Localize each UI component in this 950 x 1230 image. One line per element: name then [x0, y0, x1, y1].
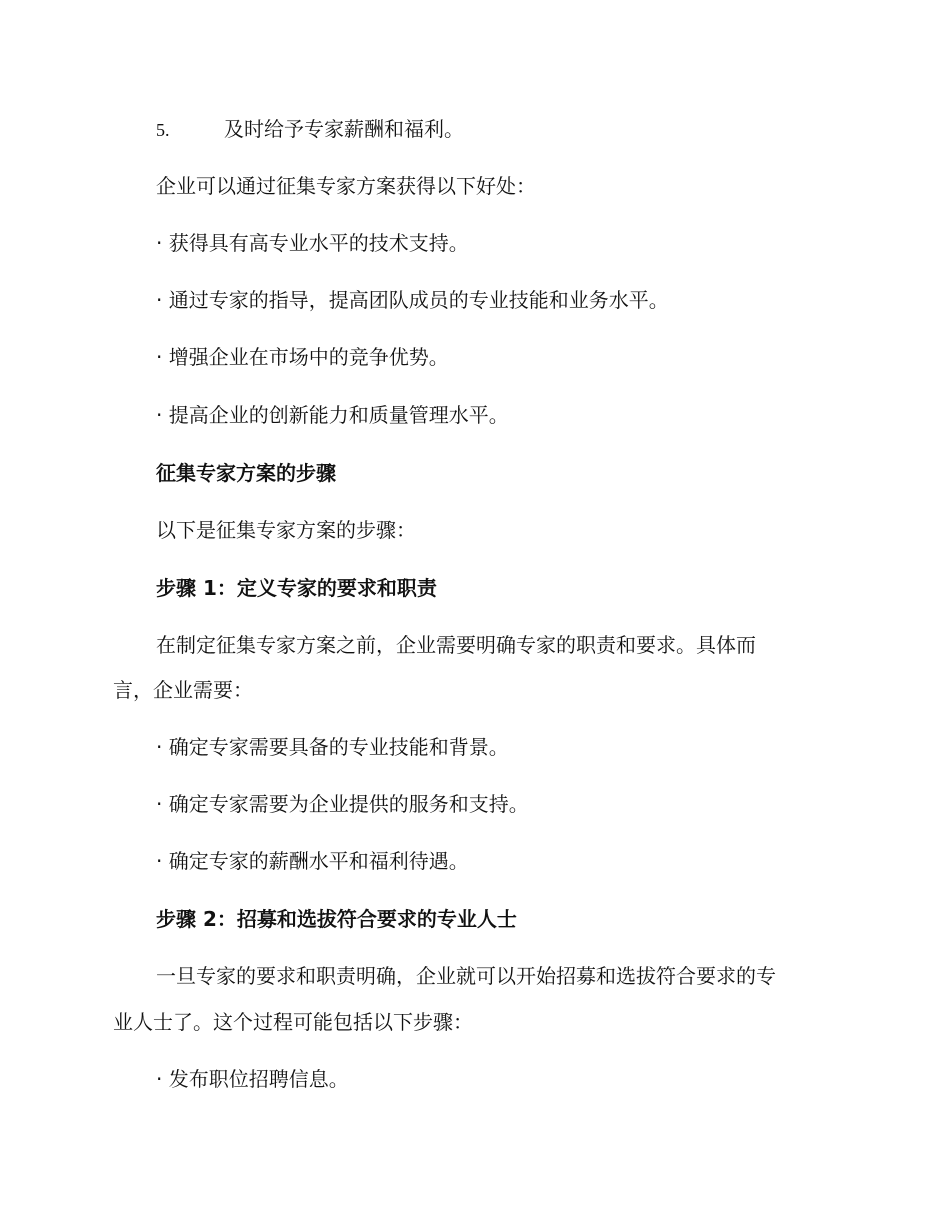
bullet-item: · 增强企业在市场中的竞争优势。 — [156, 345, 449, 369]
bullet-item: · 发布职位招聘信息。 — [156, 1067, 349, 1091]
step-1-heading: 步骤 1：定义专家的要求和职责 — [156, 576, 437, 600]
step-1-paragraph-line-2: 言，企业需要： — [113, 678, 253, 702]
list-number: 5. — [156, 120, 170, 140]
step-1-paragraph-line-1: 在制定征集专家方案之前，企业需要明确专家的职责和要求。具体而 — [156, 633, 756, 657]
bullet-item: · 确定专家需要为企业提供的服务和支持。 — [156, 792, 529, 816]
step-2-paragraph-line-2: 业人士了。这个过程可能包括以下步骤： — [113, 1010, 473, 1034]
section-intro: 以下是征集专家方案的步骤： — [156, 518, 416, 542]
list-item-text: 及时给予专家薪酬和福利。 — [224, 117, 464, 141]
benefits-intro: 企业可以通过征集专家方案获得以下好处： — [156, 174, 536, 198]
bullet-item: · 确定专家的薪酬水平和福利待遇。 — [156, 849, 469, 873]
bullet-item: · 通过专家的指导，提高团队成员的专业技能和业务水平。 — [156, 288, 669, 312]
step-2-heading: 步骤 2：招募和选拔符合要求的专业人士 — [156, 907, 517, 931]
bullet-item: · 获得具有高专业水平的技术支持。 — [156, 231, 469, 255]
step-2-paragraph-line-1: 一旦专家的要求和职责明确，企业就可以开始招募和选拔符合要求的专 — [156, 964, 776, 988]
bullet-item: · 确定专家需要具备的专业技能和背景。 — [156, 735, 509, 759]
bullet-item: · 提高企业的创新能力和质量管理水平。 — [156, 403, 509, 427]
numbered-list-item — [156, 115, 464, 144]
section-heading: 征集专家方案的步骤 — [156, 461, 336, 485]
